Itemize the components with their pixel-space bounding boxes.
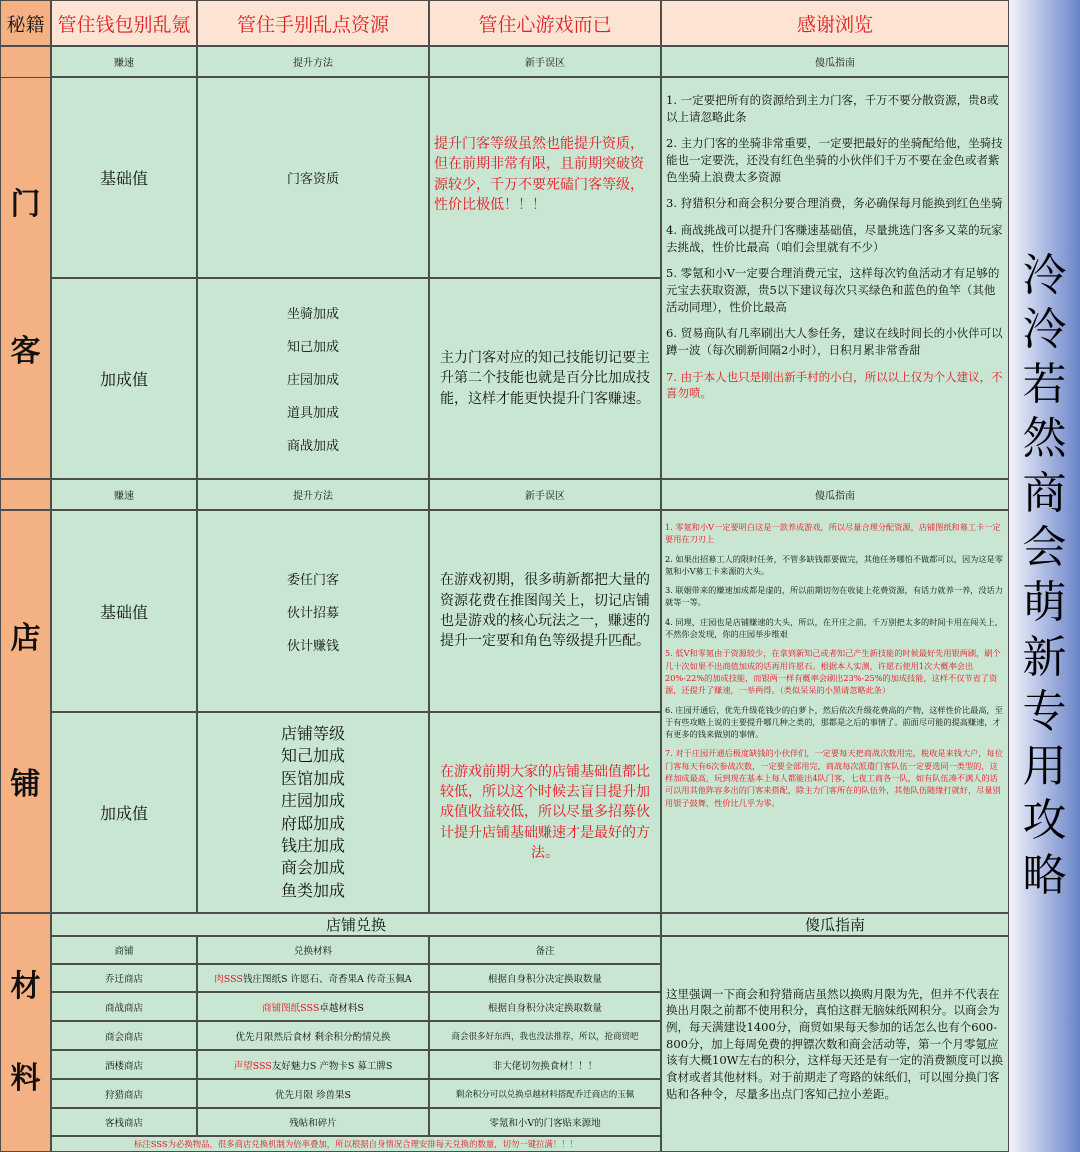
- guide-tip: 2. 主力门客的坐骑非常重要，一定要把最好的坐骑配给他，坐骑技能也一定要洗，还没有红色坐骑的小伙伴们千万不要在金色或者紫色坐骑上浪费太多资源: [666, 136, 1003, 184]
- dianpu-bonus-note: 在游戏前期大家的店铺基础值都比较低，所以这个时候去盲目提升加成值收益较低，所以尽量多招募伙计提升店铺基础赚速才是最好的方法。: [429, 712, 661, 913]
- corner-label: 秘籍: [0, 0, 51, 46]
- table-cell-note: 商会很多好东西，我也没法推荐，所以，抢商贸吧: [429, 1021, 661, 1050]
- table-cell-materials: [197, 964, 429, 992]
- guide-tip: 5. 低V和零氪由于资源较少，在拿到新知己或者知己产生新技能的时候最好先用银两刷，刷个几十次如果不出商值加成的话再用许愿石。根据本人实测，许愿石使用1次大概率会出20%-22%的加成技能，而银两一样有概率会刷出23%-25%的加成技能，这样不仅节省了资源，还提升了赚速，一举两得。（类似呆呆的小黑请忽略此条）: [665, 648, 1001, 696]
- guide-tip: 1. 一定要把所有的资源给到主力门客，千万不要分散资源，贵8或以上请忽略此条: [666, 93, 999, 124]
- basic-method-item: 委任门客: [286, 572, 339, 588]
- subheader-method: 提升方法: [197, 479, 429, 510]
- section-label-char: 店: [10, 620, 41, 656]
- dianpu-guide-tips: [661, 510, 1009, 913]
- table-cell-note: 零氪和小V的门客贴来源地: [429, 1108, 661, 1136]
- table-cell-note: 根据自身积分决定换取数量: [429, 992, 661, 1021]
- must-exchange-item: 商铺图纸SSS: [262, 1002, 320, 1014]
- header-col2: 管住手别乱点资源: [197, 0, 429, 46]
- table-cell-shop: 乔迁商店: [51, 964, 197, 992]
- subheader-mistakes: 新手误区: [429, 46, 661, 77]
- material-list: 卓越材料S: [319, 1002, 364, 1014]
- guide-tip: 6. 贸易商队有几率刷出大人参任务，建议在线时间长的小伙伴可以蹲一波（每次刷新间隔2小时），日积月累非常香甜: [666, 326, 1003, 358]
- menke-basic-label: 基础值: [51, 77, 197, 278]
- bonus-method-item: 医馆加成: [280, 768, 345, 788]
- banner-char: 会: [1022, 522, 1067, 574]
- material-list: 残帖和碎片: [289, 1118, 337, 1129]
- guide-tip: 7. 由于本人也只是刚出新手村的小白，所以以上仅为个人建议，不喜勿喷。: [666, 369, 1003, 401]
- section-label-dianpu: [0, 510, 51, 913]
- material-list: 优先月限然后食材 剩余积分酌情兑换: [235, 1031, 391, 1043]
- dianpu-bonus-methods: [197, 712, 429, 913]
- exchange-footnote: 标注SSS为必换物品，很多商店兑换机制为倍率叠加，所以根据自身情况合理安排每天兑换的数量，切勿一键拉满！！！: [51, 1136, 661, 1152]
- table-cell-materials: [197, 1079, 429, 1108]
- bonus-method-item: 商会加成: [280, 858, 345, 878]
- exchange-title: 店铺兑换: [51, 913, 661, 936]
- table-cell-note: 剩余积分可以兑换卓越材料搭配乔迁商店的玉佩: [429, 1079, 661, 1108]
- material-list: 优先月限 珍兽果S: [274, 1089, 352, 1101]
- table-cell-materials: [197, 1050, 429, 1079]
- section-label-char: 客: [10, 333, 41, 369]
- table-cell-note: 非大佬切勿换食材！！！: [429, 1050, 661, 1079]
- banner-char: 攻: [1022, 795, 1067, 847]
- dianpu-basic-note: 在游戏初期，很多萌新都把大量的资源花费在推图闯关上，切记店铺也是游戏的核心玩法之一，赚速的提升一定要和角色等级提升匹配。: [429, 510, 661, 712]
- section-label-char: 铺: [10, 767, 41, 803]
- banner-char: 新: [1022, 631, 1067, 683]
- must-exchange-item: 肉SSS: [214, 974, 243, 985]
- bonus-method-item: 庄园加成: [286, 373, 339, 388]
- banner-char: 然: [1022, 413, 1067, 465]
- bonus-method-item: 道具加成: [286, 406, 339, 421]
- banner-char: 用: [1022, 740, 1067, 792]
- table-cell-note: 根据自身积分决定换取数量: [429, 964, 661, 992]
- guide-tip: 4. 商战挑战可以提升门客赚速基础值，尽量挑选门客多又菜的玩家去挑战，性价比最高（咱们会里就有不少）: [666, 223, 1003, 254]
- bonus-method-item: 庄园加成: [280, 791, 345, 811]
- banner-char: 泠: [1022, 304, 1067, 356]
- table-cell-materials: [197, 1021, 429, 1050]
- table-cell-materials: [197, 1108, 429, 1136]
- banner-char: 若: [1022, 358, 1067, 410]
- guide-tip: 3. 狩猎积分和商会积分要合理消费，务必确保每月能换到红色坐骑: [666, 196, 1003, 211]
- dianpu-basic-label: 基础值: [51, 510, 197, 712]
- section-label-menke: [0, 77, 51, 479]
- bonus-method-item: 府邸加成: [280, 813, 345, 833]
- bonus-method-item: 知己加成: [286, 340, 339, 355]
- bonus-method-item: 店铺等级: [280, 723, 345, 743]
- bonus-method-item: 鱼类加成: [280, 880, 345, 900]
- subheader-method: 提升方法: [197, 46, 429, 77]
- header-col3: 管住心游戏而已: [429, 0, 661, 46]
- table-cell-shop: 商战商店: [51, 992, 197, 1021]
- basic-method-item: 伙计招募: [286, 605, 339, 621]
- subheader-mistakes: 新手误区: [429, 479, 661, 510]
- cailiao-guide-text: 这里强调一下商会和狩猎商店虽然以换购月限为先，但并不代表在换出月限之前都不使用积分，真怕这群无脑妹纸网积分。以商会为例，每天满建设1400分，商贸如果每天参加的话怎么也有个600-800分，加上每周免费的押镖次数和商会活动等，第一个月零氪应该有大概10W左右的积分，这样每天还是有一定的消费额度可以换食材或者其他材料。对于前期走了弯路的妹纸们，可以囤分换门客贴和各种令，尽量多出点门客知己拉小差距。: [661, 936, 1009, 1152]
- banner-char: 泠: [1022, 249, 1067, 301]
- bonus-method-item: 知己加成: [280, 746, 345, 766]
- table-header-materials: 兑换材料: [197, 936, 429, 964]
- guide-tip: 3. 联姻带来的赚速加成都是虚的，所以前期切勿在收徒上花费资源，有话力就养一养，没话力就等一等。: [665, 585, 1003, 608]
- guide-tip: 7. 对于庄园开通后极度缺钱的小伙伴们，一定要每天把商战次数用完，税收是来钱大户，每位门客每天有6次参战次数，一定要全部用完，商战每次派遣门客队伍一定要选同一类型的，这样加成最高，玩到现在基本上每人都能出4队门客，七夜工商各一队，如有队伍凑不满人的话可以用其他阵容多出的门客来搭配，除主力门客所在的队伍外，其他队伍随缘打就好，尽量别用银子鼓舞，性价比几乎为零。: [665, 748, 1003, 808]
- bonus-method-item: 商战加成: [286, 439, 339, 454]
- bonus-method-item: 钱庄加成: [280, 835, 345, 855]
- banner-char: 商: [1022, 467, 1067, 519]
- menke-bonus-label: 加成值: [51, 278, 197, 479]
- guide-tip: 2. 如果出招募工人的限时任务，不管多缺钱都要做完，其他任务哪怕不做都可以，因为这是零氪和小V募工卡来源的大头。: [665, 553, 1003, 576]
- guide-tip: 5. 零氪和小V一定要合理消费元宝，这样每次钓鱼活动才有足够的元宝去获取资源，贵5以下建议每次只买绿色和蓝色的鱼竿（其他活动同理），性价比最高: [666, 266, 1000, 314]
- header-col4: 感谢浏览: [661, 0, 1009, 46]
- must-exchange-item: 声望SSS: [233, 1060, 272, 1072]
- section-label-char: 材: [10, 969, 41, 1004]
- dianpu-bonus-label: 加成值: [51, 712, 197, 913]
- menke-bonus-note: 主力门客对应的知己技能切记要主升第二个技能也就是百分比加成技能，这样才能更快提升门客赚速。: [429, 278, 661, 479]
- subheader-speed: 赚速: [51, 479, 197, 510]
- table-cell-shop: 狩猎商店: [51, 1079, 197, 1108]
- section-dianpu-side-top: [0, 479, 51, 510]
- banner-char: 萌: [1022, 577, 1067, 628]
- menke-guide-tips: [661, 77, 1009, 479]
- banner-char: 专: [1022, 686, 1067, 738]
- guide-title: 傻瓜指南: [661, 913, 1009, 936]
- section-label-char: 料: [10, 1061, 41, 1096]
- table-cell-shop: 客栈商店: [51, 1108, 197, 1136]
- header-col1: 管住钱包别乱氪: [51, 0, 197, 46]
- table-header-note: 备注: [429, 936, 661, 964]
- section-label-cailiao: [0, 913, 51, 1152]
- subheader-speed: 赚速: [51, 46, 197, 77]
- guide-tip: 1. 零氪和小V一定要明白这是一款养成游戏，所以尽量合理分配资源，店铺图纸和募工卡一定要用在刀刃上: [665, 522, 1001, 545]
- banner-char: 略: [1022, 849, 1067, 901]
- bonus-method-item: 坐骑加成: [286, 307, 339, 322]
- dianpu-basic-methods: [197, 510, 429, 712]
- basic-method-item: 伙计赚钱: [286, 638, 339, 654]
- material-list: 钱庄图纸S 许愿石、奇香果A 传奇玉佩A: [242, 974, 412, 985]
- table-cell-materials: [197, 992, 429, 1021]
- guide-tip: 4. 同理，庄园也是店铺赚速的大头，所以，在开庄之前，千万别把太多的时间卡用在闯关上，不然你会发现，你的庄园举步维艰: [665, 616, 1003, 640]
- subheader-guide: 傻瓜指南: [661, 479, 1009, 510]
- guide-tip: 6. 庄园开通后，优先升级花钱少的白萝卜，然后依次升级花费高的产物，这样性价比最高，至于有些攻略上说的主要提升哪几种之类的，那都是之后的事情了。前面尽可能的提高赚速，才有更多的钱来做别的事情。: [665, 704, 1003, 740]
- table-header-shop: 商铺: [51, 936, 197, 964]
- table-cell-shop: 商会商店: [51, 1021, 197, 1050]
- menke-bonus-methods: [197, 278, 429, 479]
- table-cell-shop: 酒楼商店: [51, 1050, 197, 1079]
- title-banner: [1009, 0, 1080, 1152]
- menke-basic-method: 门客资质: [197, 77, 429, 278]
- subheader-guide: 傻瓜指南: [661, 46, 1009, 77]
- menke-basic-note: 提升门客等级虽然也能提升资质，但在前期非常有限，且前期突破资源较少，千万不要死磕门客等级，性价比极低！！！: [429, 77, 661, 278]
- material-list: 友好魅力S 产物卡S 募工牌S: [271, 1060, 393, 1072]
- section-label-char: 门: [10, 187, 41, 223]
